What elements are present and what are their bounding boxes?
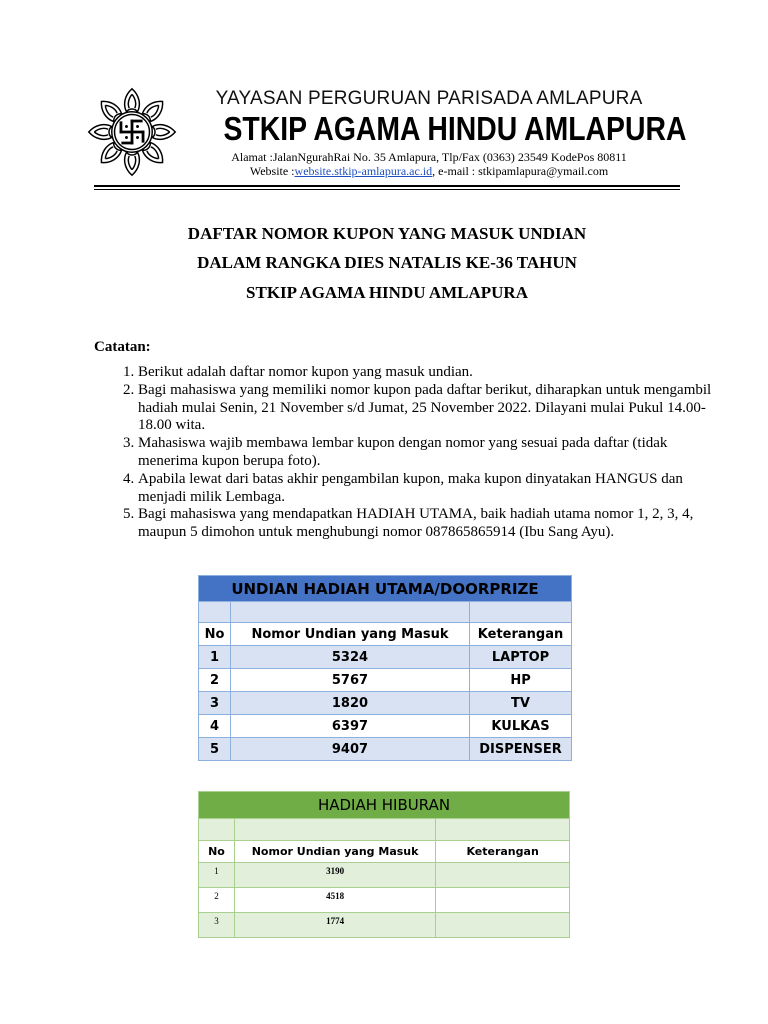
- column-header-no: No: [199, 623, 231, 646]
- spacer-cell: [436, 819, 570, 841]
- note-item: 5. Bagi mahasiswa yang mendapatkan HADIAH UTAMA, baik hadiah utama nomor 1, 2, 3, 4, maupun 5 dimohon untuk menghubungi nomor 087865865914 (Ibu Sang Ayu).: [138, 506, 724, 542]
- letterhead-divider-thick: [94, 185, 680, 187]
- website-link[interactable]: website.stkip-amlapura.ac.id: [294, 164, 433, 178]
- prize-name: LAPTOP: [470, 646, 572, 669]
- row-no: 1: [199, 646, 231, 669]
- row-no: 5: [199, 738, 231, 761]
- note-item: 2. Bagi mahasiswa yang memiliki nomor kupon pada daftar berikut, diharapkan untuk mengambil hadiah mulai Senin, 21 November s/d Jumat, 25 November 2022. Dilayani mulai Pukul 14.00-18.00 wita.: [138, 382, 724, 435]
- hindu-swastika-lotus-logo-icon: [86, 86, 178, 178]
- spacer-cell: [199, 819, 235, 841]
- row-no: 1: [199, 863, 235, 888]
- coupon-number: 9407: [230, 738, 469, 761]
- table-caption-row: [199, 576, 572, 602]
- document-title-line-2: DALAM RANGKA DIES NATALIS KE-36 TAHUN: [197, 253, 577, 272]
- main-prize-table-caption: UNDIAN HADIAH UTAMA/DOORPRIZE: [199, 576, 572, 602]
- table-row: [199, 692, 572, 715]
- main-prize-table: [198, 575, 572, 761]
- prize-name: HP: [470, 669, 572, 692]
- prize-name: [436, 913, 570, 938]
- row-no: 2: [199, 888, 235, 913]
- spacer-cell: [230, 602, 469, 623]
- prize-name: KULKAS: [470, 715, 572, 738]
- spacer-cell: [199, 602, 231, 623]
- prize-name: TV: [470, 692, 572, 715]
- document-title-line-1: DAFTAR NOMOR KUPON YANG MASUK UNDIAN: [187, 224, 587, 243]
- table-header-row: [199, 841, 570, 863]
- website-line: [190, 164, 668, 179]
- table-row: [199, 715, 572, 738]
- coupon-number: 4518: [234, 888, 435, 913]
- consolation-prize-table: [198, 791, 570, 938]
- notes-list: [94, 364, 724, 542]
- prize-name: DISPENSER: [470, 738, 572, 761]
- column-header-prize: Keterangan: [470, 623, 572, 646]
- note-item: 1. Berikut adalah daftar nomor kupon yang masuk undian.: [138, 364, 724, 382]
- spacer-cell: [234, 819, 435, 841]
- column-header-prize: Keterangan: [436, 841, 570, 863]
- note-item: 3. Mahasiswa wajib membawa lembar kupon dengan nomor yang sesuai pada daftar (tidak menerima kupon berupa foto).: [138, 435, 724, 471]
- document-title-line-3: STKIP AGAMA HINDU AMLAPURA: [246, 283, 528, 302]
- row-no: 3: [199, 692, 231, 715]
- website-label: Website :: [249, 164, 295, 178]
- table-caption-row: [199, 792, 570, 819]
- foundation-name: YAYASAN PERGURUAN PARISADA AMLAPURA: [215, 88, 643, 109]
- table-row: [199, 913, 570, 938]
- row-no: 3: [199, 913, 235, 938]
- institution-name: STKIP AGAMA HINDU AMLAPURA: [223, 110, 687, 147]
- column-header-no: No: [199, 841, 235, 863]
- address-line: Alamat :JalanNgurahRai No. 35 Amlapura, Tlp/Fax (0363) 23549 KodePos 80811: [231, 150, 627, 164]
- coupon-number: 3190: [234, 863, 435, 888]
- table-spacer-row: [199, 602, 572, 623]
- table-row: [199, 738, 572, 761]
- coupon-number: 6397: [230, 715, 469, 738]
- column-header-number: Nomor Undian yang Masuk: [230, 623, 469, 646]
- table-row: [199, 669, 572, 692]
- column-header-number: Nomor Undian yang Masuk: [234, 841, 435, 863]
- row-no: 4: [199, 715, 231, 738]
- prize-name: [436, 888, 570, 913]
- letterhead-divider-thin: [94, 189, 680, 190]
- coupon-number: 5767: [230, 669, 469, 692]
- notes-heading: Catatan:: [94, 339, 151, 355]
- coupon-number: 1820: [230, 692, 469, 715]
- table-spacer-row: [199, 819, 570, 841]
- table-row: [199, 646, 572, 669]
- coupon-number: 1774: [234, 913, 435, 938]
- coupon-number: 5324: [230, 646, 469, 669]
- spacer-cell: [470, 602, 572, 623]
- consolation-table-caption: HADIAH HIBURAN: [199, 792, 570, 819]
- row-no: 2: [199, 669, 231, 692]
- note-item: 4. Apabila lewat dari batas akhir pengambilan kupon, maka kupon dinyatakan HANGUS dan menjadi milik Lembaga.: [138, 471, 724, 507]
- prize-name: [436, 863, 570, 888]
- table-header-row: [199, 623, 572, 646]
- email-text: , e-mail : stkipamlapura@ymail.com: [432, 164, 609, 178]
- table-row: [199, 888, 570, 913]
- table-row: [199, 863, 570, 888]
